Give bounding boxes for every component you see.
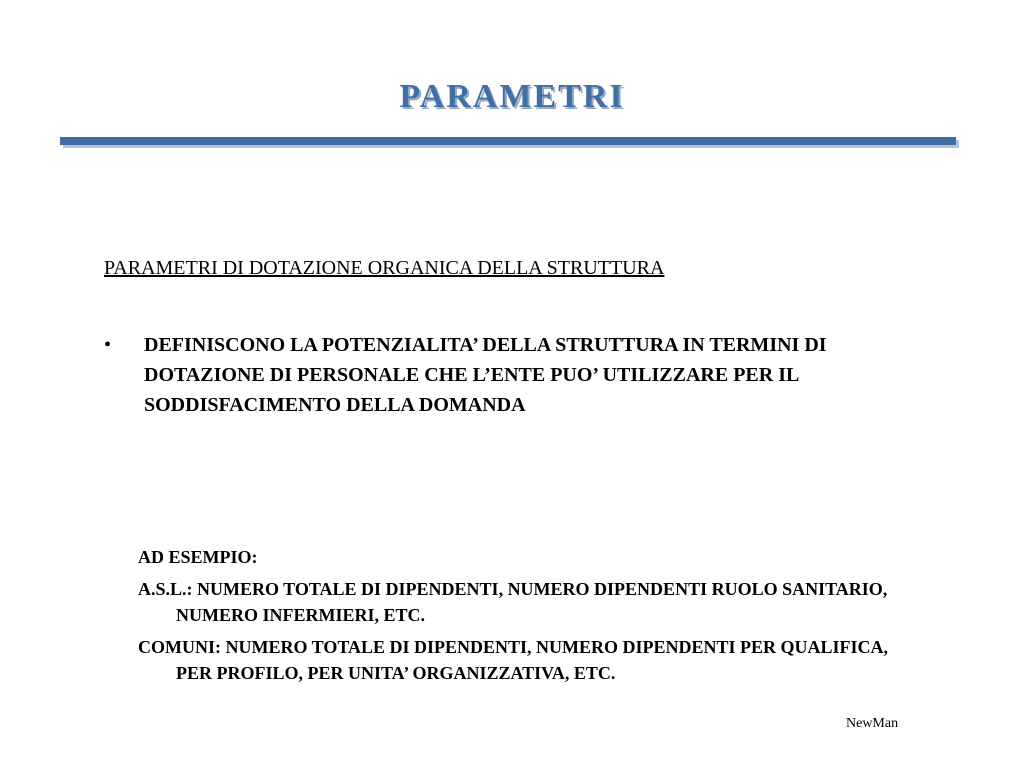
examples-block	[138, 544, 898, 692]
slide-title: PARAMETRI	[399, 78, 625, 115]
footer-label: NewMan	[846, 716, 899, 731]
examples-label: AD ESEMPIO:	[138, 547, 258, 567]
bullet-text: DEFINISCONO LA POTENZIALITA’ DELLA STRUTTURA IN TERMINI DI DOTAZIONE DI PERSONALE CHE L’ENTE PUO’ UTILIZZARE PER IL SODDISFACIMENTO DELLA DOMANDA	[144, 334, 827, 416]
title-divider	[60, 137, 956, 145]
bullet-marker: •	[104, 334, 112, 356]
bullet-item	[104, 330, 904, 420]
example-item-asl: A.S.L.: NUMERO TOTALE DI DIPENDENTI, NUMERO DIPENDENTI RUOLO SANITARIO, NUMERO INFERMIERI, ETC.	[138, 579, 888, 625]
example-item-comuni: COMUNI: NUMERO TOTALE DI DIPENDENTI, NUMERO DIPENDENTI PER QUALIFICA, PER PROFILO, PER UNITA’ ORGANIZZATIVA, ETC.	[138, 637, 889, 683]
section-heading: PARAMETRI DI DOTAZIONE ORGANICA DELLA STRUTTURA	[104, 257, 665, 279]
